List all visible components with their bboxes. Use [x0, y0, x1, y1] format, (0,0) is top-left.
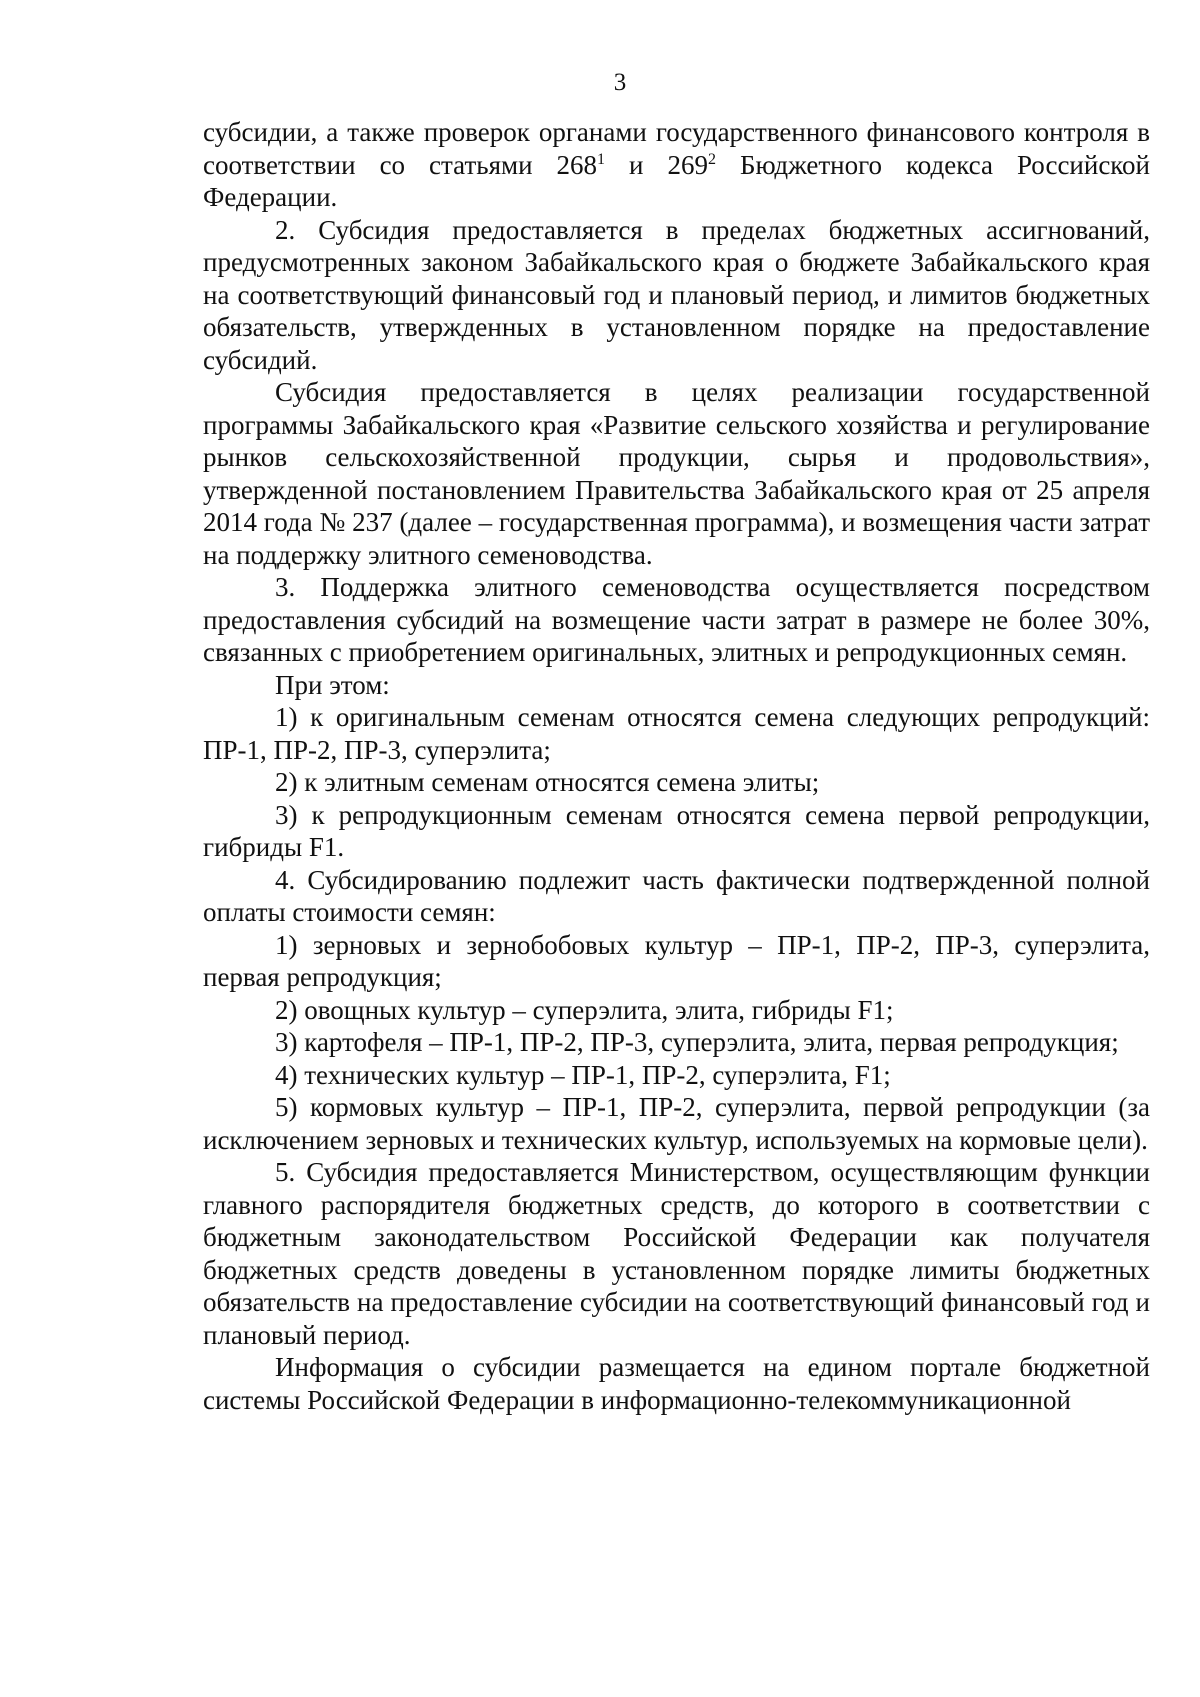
- paragraph-4: 4. Субсидированию подлежит часть фактически подтвержденной полной оплаты стоимости семян:: [203, 864, 1150, 927]
- list-item: 4) технических культур – ПР-1, ПР-2, суперэлита, F1;: [275, 1059, 891, 1090]
- paragraph-info: Информация о субсидии размещается на едином портале бюджетной системы Российской Федерации в информационно-телекоммуникационной: [203, 1352, 1150, 1415]
- paragraph-text: субсидии, а также проверок органами государственного финансового контроля в соответствии со статьями 268: [203, 117, 1150, 180]
- paragraph-text: Бюджетного кодекса Российской Федерации.: [203, 149, 1151, 212]
- superscript: 1: [597, 150, 606, 168]
- paragraph-note: При этом:: [275, 669, 390, 700]
- page-number: 3: [613, 69, 627, 96]
- list-item: 3) картофеля – ПР-1, ПР-2, ПР-3, суперэлита, элита, первая репродукция;: [275, 1027, 1119, 1057]
- paragraph-5: 5. Субсидия предоставляется Министерством, осуществляющим функции главного распорядителя бюджетных средств, до которого в соответствии с бюджетным законодательством Российской Федерации как получателя бюджетных средств доведены в установленном порядке лимиты бюджетных обязательств на предоставление субсидии на соответствующий финансовый год и плановый период.: [203, 1157, 1150, 1350]
- list-item: 2) овощных культур – суперэлита, элита, гибриды F1;: [275, 994, 894, 1025]
- paragraph-continuation: [203, 116, 1150, 214]
- list-item: 1) зерновых и зернобобовых культур – ПР-1, ПР-2, ПР-3, суперэлита, первая репродукция;: [203, 929, 1150, 992]
- paragraph-text: и 269: [605, 149, 709, 180]
- paragraph-program: Субсидия предоставляется в целях реализации государственной программы Забайкальского края «Развитие сельского хозяйства и регулирование рынков сельскохозяйственной продукции, сырья и продовольствия», утвержденной постановлением Правительства Забайкальского края от 25 апреля 2014 года № 237 (далее – государственная программа), и возмещения части затрат на поддержку элитного семеноводства.: [203, 377, 1150, 570]
- paragraph-2: 2. Субсидия предоставляется в пределах бюджетных ассигнований, предусмотренных законом Забайкальского края о бюджете Забайкальского края на соответствующий финансовый год и плановый период, и лимитов бюджетных обязательств, утвержденных в установленном порядке на предоставление субсидий.: [203, 214, 1150, 375]
- list-item: 2) к элитным семенам относятся семена элиты;: [275, 767, 820, 797]
- list-item: 5) кормовых культур – ПР-1, ПР-2, суперэлита, первой репродукции (за исключением зерновых и технических культур, используемых на кормовые цели).: [203, 1092, 1150, 1155]
- superscript: 2: [708, 150, 717, 168]
- document-body: [203, 116, 1150, 1416]
- list-item: 3) к репродукционным семенам относятся семена первой репродукции, гибриды F1.: [203, 799, 1150, 862]
- list-item: 1) к оригинальным семенам относятся семена следующих репродукций: ПР-1, ПР-2, ПР-3, суперэлита;: [203, 702, 1150, 765]
- paragraph-3: 3. Поддержка элитного семеноводства осуществляется посредством предоставления субсидий на возмещение части затрат в размере не более 30%, связанных с приобретением оригинальных, элитных и репродукционных семян.: [203, 572, 1150, 667]
